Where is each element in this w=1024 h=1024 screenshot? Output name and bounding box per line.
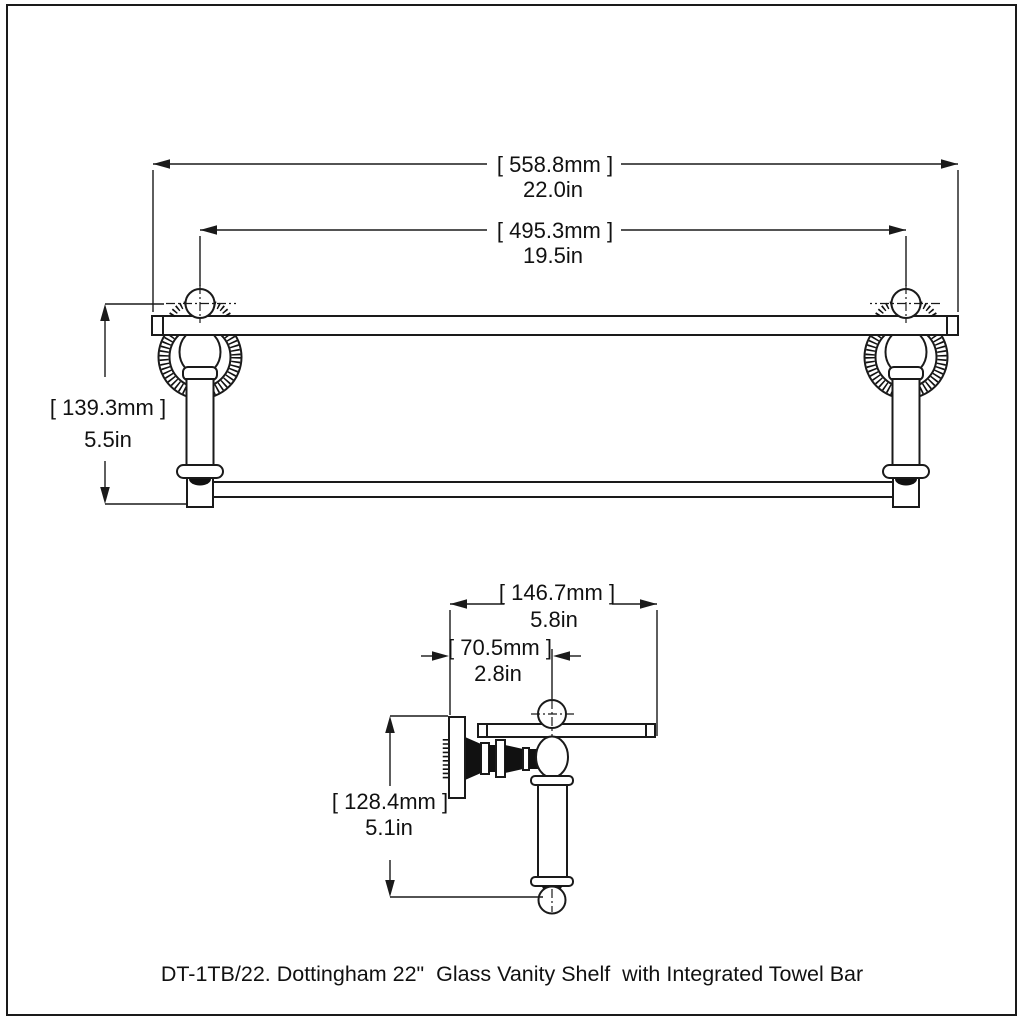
stem-wide-ring: [496, 740, 505, 777]
arrowhead-left-pointing: [553, 651, 570, 661]
arrowhead-up: [385, 716, 395, 733]
dim-label-in: 5.5in: [84, 427, 132, 452]
glass-shelf-side: [478, 724, 655, 737]
left-towel-bar-end: [187, 478, 213, 507]
stem-dark-ring: [489, 745, 496, 772]
dim-label-mm: [ 146.7mm ]: [498, 580, 616, 605]
dim-label-mm: [ 139.3mm ]: [49, 395, 167, 420]
arrowhead-right: [889, 225, 906, 235]
arrowhead-left: [200, 225, 217, 235]
arrowhead-down: [100, 487, 110, 504]
bracket-post-side: [538, 785, 567, 878]
stem-thin-ring: [523, 748, 529, 770]
dim-label-mm: [ 495.3mm ]: [496, 218, 614, 243]
stem-dark-taper: [505, 745, 523, 773]
dim-label-mm: [ 558.8mm ]: [496, 152, 614, 177]
dim-label-in: 5.1in: [365, 815, 413, 840]
arrowhead-left: [450, 599, 467, 609]
arrowhead-right-pointing: [432, 651, 449, 661]
post-lower-collar-side: [531, 877, 573, 886]
arrowhead-right: [640, 599, 657, 609]
front-view: [50, 152, 958, 507]
bracket-ball-side: [536, 737, 568, 778]
dim-side-height: [332, 716, 543, 897]
dim-label-in: 19.5in: [523, 243, 583, 268]
stem-ring: [481, 743, 489, 774]
post-upper-collar-side: [531, 776, 573, 785]
arrowhead-right: [941, 159, 958, 169]
dim-label-in: 22.0in: [523, 177, 583, 202]
dim-wall-to-post: [421, 635, 581, 699]
dim-mounting-width: [200, 218, 906, 286]
dim-label-mm: [ 70.5mm ]: [448, 635, 552, 660]
arrowhead-down: [385, 880, 395, 897]
wall-backplate: [449, 717, 465, 798]
dim-label-in: 2.8in: [474, 661, 522, 686]
drawing-caption: DT-1TB/22. Dottingham 22" Glass Vanity Shelf with Integrated Towel Bar: [160, 962, 864, 986]
dim-label-mm: [ 128.4mm ]: [331, 789, 449, 814]
stem-dark-cone: [465, 737, 481, 780]
towel-bar-front: [210, 482, 896, 497]
glass-shelf-front: [152, 316, 958, 335]
right-towel-bar-end: [893, 478, 919, 507]
wall-mount-stem: [465, 737, 538, 780]
side-view: [332, 580, 657, 914]
dim-label-in: 5.8in: [530, 607, 578, 632]
arrowhead-left: [153, 159, 170, 169]
arrowhead-up: [100, 304, 110, 321]
